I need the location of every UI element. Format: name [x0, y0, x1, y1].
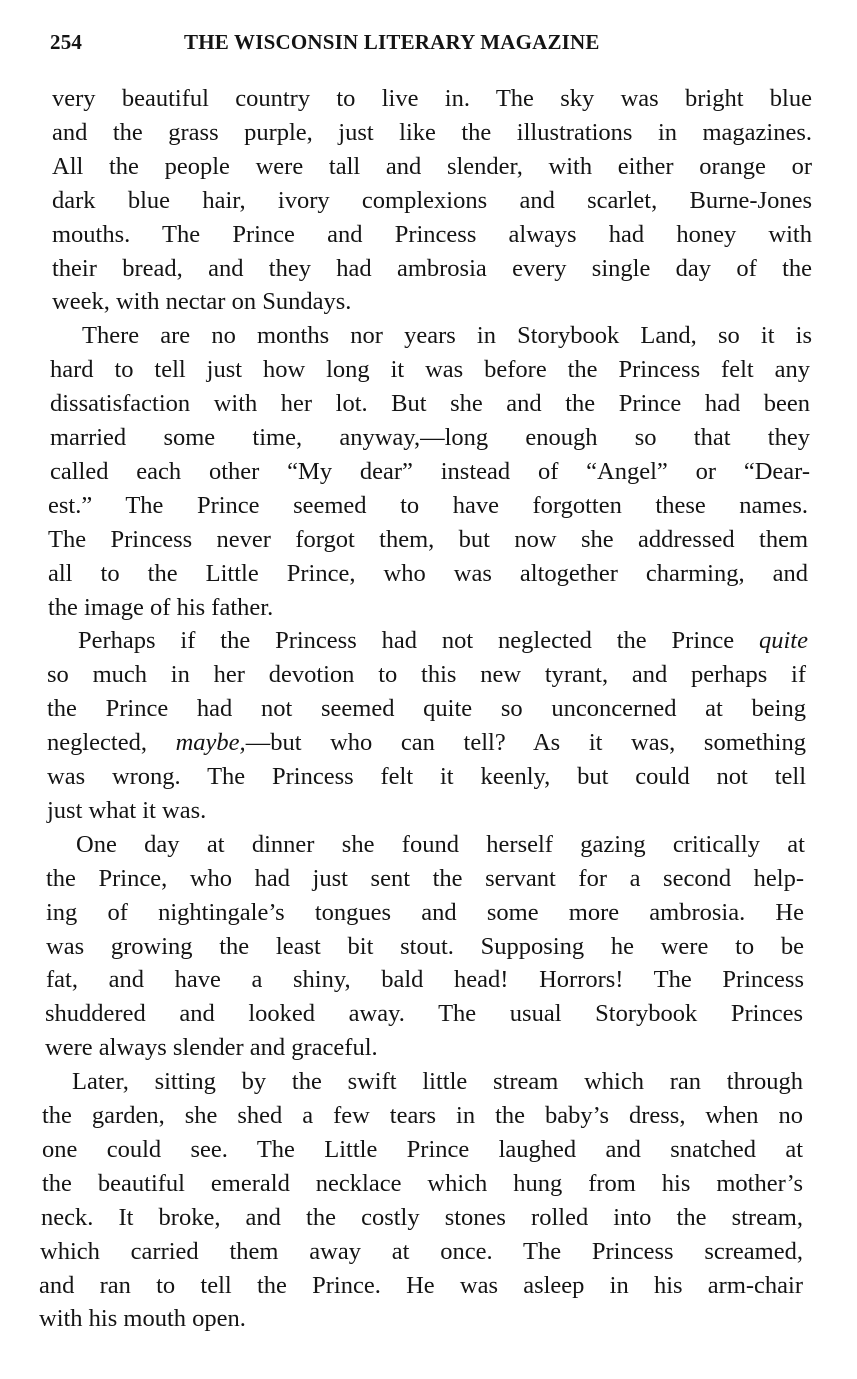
text-line: just what it was. — [47, 796, 207, 824]
text-line: with his mouth open. — [39, 1305, 246, 1333]
text-line: hard to tell just how long it was before the Princess felt any — [50, 356, 810, 384]
text-line: neglected, maybe,—but who can tell? As it was, something — [47, 729, 806, 757]
text-line: the garden, she shed a few tears in the baby’s dress, when no — [42, 1102, 803, 1129]
text-line: ing of nightingale’s tongues and some more ambrosia. He — [46, 898, 804, 926]
text-line: the beautiful emerald necklace which hung from his mother’s — [42, 1169, 803, 1197]
text-line: very beautiful country to live in. The sky was bright blue — [52, 85, 812, 112]
text-line: Later, sitting by the swift little stream which ran through — [72, 1068, 803, 1096]
text-line: their bread, and they had ambrosia every single day of the — [52, 254, 812, 282]
text-line: The Princess never forgot them, but now she addressed them — [48, 525, 808, 553]
text-line: fat, and have a shiny, bald head! Horrors! The Princess — [46, 966, 804, 994]
magazine-title: THE WISCONSIN LITERARY MAGAZINE — [184, 30, 600, 54]
text-line: which carried them away at once. The Princess screamed, — [40, 1237, 803, 1265]
text-line: and the grass purple, just like the illustrations in magazines. — [52, 118, 812, 146]
text-line: was wrong. The Princess felt it keenly, but could not tell — [47, 763, 806, 790]
text-line: All the people were tall and slender, with either orange or — [52, 152, 812, 180]
text-line: est.” The Prince seemed to have forgotten these names. — [48, 491, 808, 519]
text-line: week, with nectar on Sundays. — [52, 288, 352, 316]
text-line: neck. It broke, and the costly stones rolled into the stream, — [41, 1203, 803, 1231]
text-line: the image of his father. — [48, 593, 274, 621]
text-line: One day at dinner she found herself gazing critically at — [76, 830, 805, 858]
text-line: so much in her devotion to this new tyrant, and perhaps if — [47, 661, 806, 689]
text-line: married some time, anyway,—long enough so that they — [50, 424, 810, 451]
text-line: the Prince had not seemed quite so unconcerned at being — [47, 695, 806, 723]
text-line: was growing the least bit stout. Supposing he were to be — [46, 932, 804, 960]
page-number: 254 — [50, 30, 83, 54]
text-line: called each other “My dear” instead of “Angel” or “Dear- — [50, 457, 810, 485]
text-line: There are no months nor years in Storybook Land, so it is — [82, 322, 812, 350]
text-line: were always slender and graceful. — [45, 1034, 378, 1062]
italic-word: quite — [759, 627, 808, 655]
text-line: shuddered and looked away. The usual Storybook Princes — [45, 1000, 803, 1028]
text-line: dissatisfaction with her lot. But she and the Prince had been — [50, 390, 810, 418]
italic-word: maybe, — [175, 729, 246, 757]
running-head — [50, 30, 812, 60]
text-line: dark blue hair, ivory complexions and scarlet, Burne-Jones — [52, 186, 812, 214]
text-line: Perhaps if the Princess had not neglected the Prince quite — [78, 627, 808, 655]
text-line: one could see. The Little Prince laughed and snatched at — [42, 1135, 803, 1163]
text-line: mouths. The Prince and Princess always had honey with — [52, 220, 812, 248]
text-line: the Prince, who had just sent the servant for a second help- — [46, 864, 804, 892]
text-line: and ran to tell the Prince. He was asleep in his arm-chair — [39, 1271, 803, 1299]
text-line: all to the Little Prince, who was altogether charming, and — [48, 559, 808, 587]
